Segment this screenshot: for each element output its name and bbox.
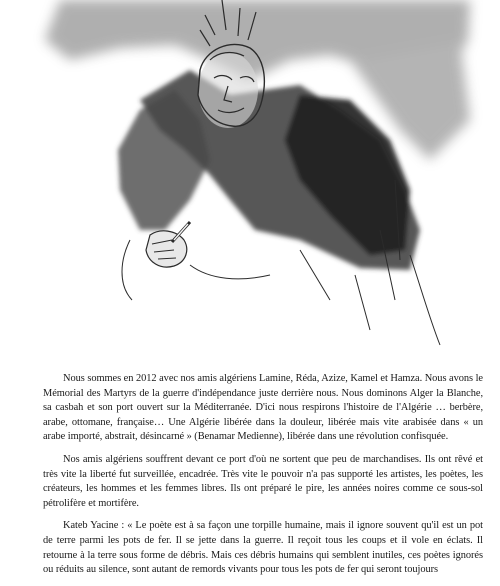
paragraph-2: Nos amis algériens souffrent devant ce port d'où ne sortent que peu de marchandises. Ils ont rêvé et très vite la liberté fut surveillée, encadrée. Très vite le pouvoir n'a pas supporté les artistes, les poètes, les créateurs, les hommes et les femmes libres. Ils ont préparé le pire, les années noires comme ce sous-sol pétrolifère et mortifère. bbox=[43, 453, 483, 509]
paragraph-1: Nous sommes en 2012 avec nos amis algériens Lamine, Réda, Azize, Kamel et Hamza. Nous avons le Mémorial des Martyrs de la guerre d'indépendance juste derrière nous. Nous dominons Alger la Blanche, sa casbah et son port ouvert sur la Méditerranée. D'ici nous respirons l'histoire de l'Algérie … berbère, arabe, ottomane, française… Une Algérie libérée dans la douleur, libérée mais vite arabisée dans « un arabe importé, abstrait, désincarné » (Benamar Medienne), libérée dans une révolution confisquée. bbox=[43, 373, 483, 443]
paragraph-3: Kateb Yacine : « Le poète est à sa façon une torpille humaine, mais il ignore souvent qu'il est un pot de terre parmi les pots de fer. Il se jette dans la guerre. Il reçoit tous les coups et il vole en éclats. Il retourne à la terre sous forme de débris. Mais ces débris humains qui semblent inutiles, ces poètes ignorés ou réduits au silence, sont autant de remords vivants pour tous les pots de fer qui seront toujours bbox=[43, 520, 483, 576]
article-text bbox=[43, 372, 483, 586]
